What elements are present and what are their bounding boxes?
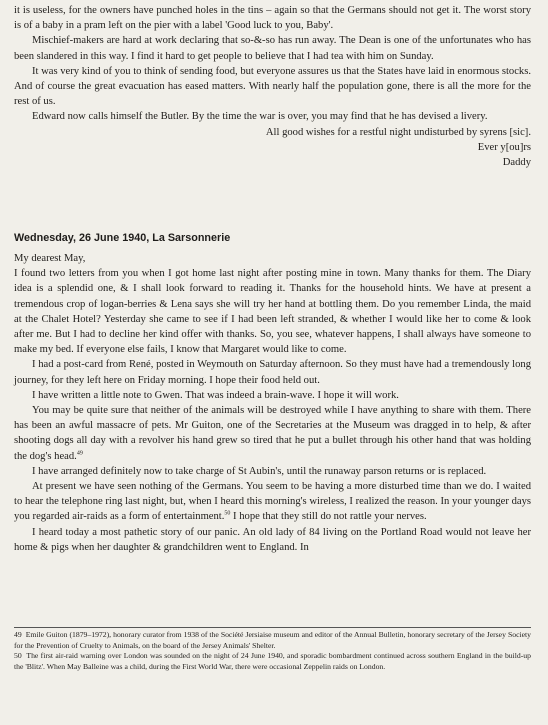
entry-heading: Wednesday, 26 June 1940, La Sarsonnerie — [14, 232, 231, 244]
paragraph-text: You may be quite sure that neither of the animals will be destroyed while I have anything to share with them. There has been an awful massacre of pets. Mr Guiton, one of the Secretaries at the Museum was dragged in to help, & after shooting dogs all day with a revolver his hand grew so tired that he put a bullet through his other hand that was holding the dog's head. — [14, 405, 531, 462]
paragraph-text: At present we have seen nothing of the Germans. You seem to be having a more disturbed time than we do. I waited to hear the telephone ring last night, but, when I heard this morning's wireless, I realized the reason. In your younger days you regarded air-raids as a form of entertainment. — [14, 481, 531, 523]
paragraph: I have written a little note to Gwen. That was indeed a brain-wave. I hope it will work. — [32, 389, 399, 401]
paragraph: Edward now calls himself the Butler. By the time the war is over, you may find that he has devised a livery. — [32, 111, 488, 123]
footnote — [14, 651, 531, 672]
paragraph: I heard today a most pathetic story of our panic. An old lady of 84 living on the Portland Road would not leave her home & pigs when her daughter & grandchildren went to England. In — [14, 526, 531, 553]
footnotes — [14, 630, 531, 672]
paragraph: It was very kind of you to think of sending food, but everyone assures us that the States have laid in enormous stocks. And of course the great evacuation has eased matters. With nearly half the population gone, there is all the more for the rest of us. — [14, 65, 531, 108]
paragraph-text: I hope that they still do not rattle your nerves. — [230, 511, 427, 523]
paragraph: I had a post-card from René, posted in Weymouth on Saturday afternoon. So they must have had a tremendously long journey, for they left here on Friday morning. I hope their food held out. — [14, 359, 531, 386]
paragraph: Mischief-makers are hard at work declaring that so-&-so has run away. The Dean is one of the unfortunates who has been slandered in this way. I find it hard to get people to believe that I had tea with him on Sunday. — [14, 35, 531, 62]
paragraph: it is useless, for the owners have punched holes in the tins – again so that the Germans should not get it. The worst story is of a baby in a pram left on the pier with a label 'Good luck to you, Baby'. — [14, 5, 531, 32]
paragraph — [14, 403, 531, 464]
letter-signature: Daddy — [502, 157, 531, 169]
footnote-divider — [14, 627, 531, 628]
footnote-ref: 50 — [224, 510, 231, 517]
paragraph: I found two letters from you when I got home last night after posting mine in town. Many thanks for them. The Diary idea is a splendid one, & I shall look forward to reading it. Thanks for the household hints. We have at present a tremendous crop of logan-berries & Lena says she will try her hand at bottling them. Do you remember Linda, the maid at the Chalet Hotel? Yesterday she came to see if I had been left stranded, & whether I would like her to come & look after me. But I had to decline her kind offer with thanks. So, you see, whatever happens, I shall always have someone to make my bed. If everyone else fails, I know that Margaret would like to come. — [14, 268, 531, 356]
diary-entry — [14, 231, 531, 555]
letter-continuation — [14, 3, 531, 170]
footnote-number: 50 — [14, 651, 22, 661]
salutation: My dearest May, — [14, 253, 86, 264]
footnote-number: 49 — [14, 630, 22, 639]
letter-closing: All good wishes for a restful night undisturbed by syrens [sic]. — [265, 126, 531, 138]
paragraph — [14, 479, 531, 525]
footnote-text: Emile Guiton (1879–1972), honorary curator from 1938 of the Société Jersiaise museum and editor of the Annual Bulletin, honorary secretary of the Jersey Society for the Prevention of Cruelty to Animals, on the board of the Jersey Animals' Shelter. — [14, 630, 532, 650]
letter-valediction: Ever y[ou]rs — [477, 141, 531, 153]
footnote-ref: 49 — [76, 450, 83, 457]
footnote — [14, 630, 531, 651]
footnote-text: The first air-raid warning over London was sounded on the night of 24 June 1940, and sporadic bombardment continued across southern England in the build-up the 'Blitz'. When May Balleine was a child, during the First World War, there were occasional Zeppelin raids on London. — [14, 651, 531, 671]
paragraph: I have arranged definitely now to take charge of St Aubin's, until the runaway parson returns or is replaced. — [32, 465, 487, 477]
